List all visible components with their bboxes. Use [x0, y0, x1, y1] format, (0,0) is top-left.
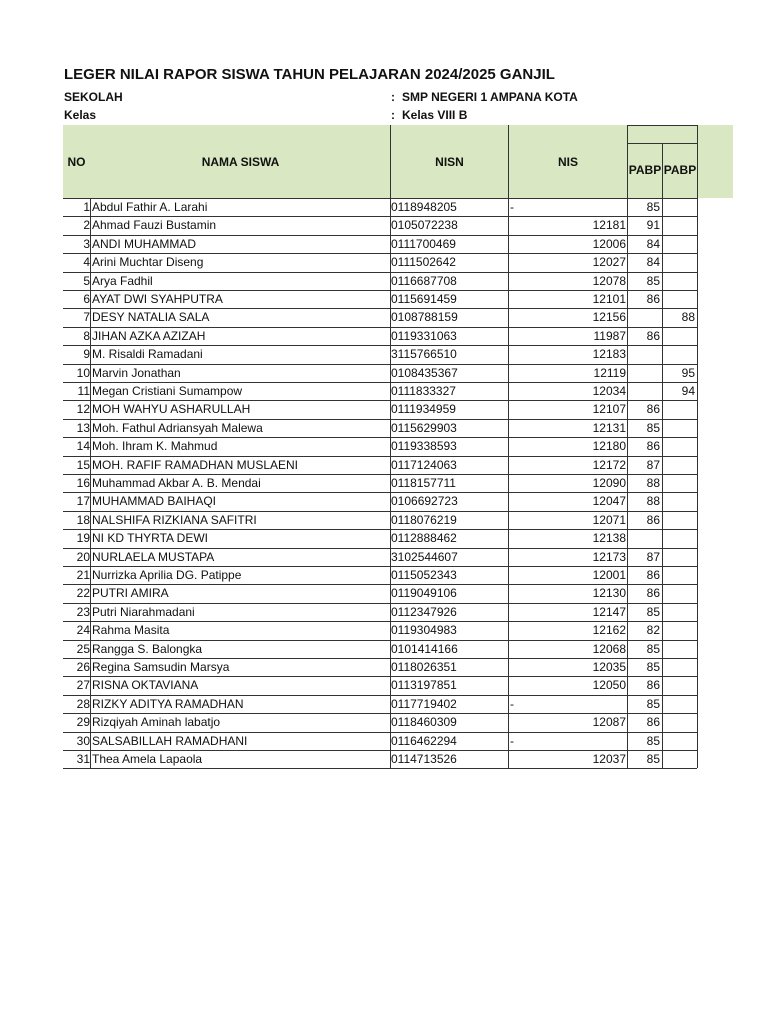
- grid-line: [63, 768, 697, 769]
- pabp-score-2: [663, 676, 695, 694]
- pabp-score-2: [663, 713, 695, 731]
- student-nisn: 0118026351: [391, 660, 457, 674]
- student-name: MOH WAHYU ASHARULLAH: [92, 402, 251, 417]
- table-row: [63, 290, 697, 308]
- student-nis: 12138: [592, 531, 626, 546]
- school-colon: :: [391, 90, 395, 104]
- pabp-score-2: [663, 327, 695, 345]
- student-nisn: 0106692723: [391, 494, 458, 509]
- pabp-score-1: 85: [646, 696, 660, 711]
- student-name: Megan Cristiani Sumampow: [92, 384, 243, 398]
- pabp-score-2: [663, 492, 695, 510]
- row-number: 12: [76, 402, 90, 417]
- row-number: 22: [76, 586, 90, 601]
- student-nis: 12050: [592, 678, 626, 693]
- student-name: Arini Muchtar Diseng: [92, 255, 204, 270]
- table-row: [63, 584, 697, 602]
- row-number: 5: [83, 273, 90, 288]
- student-nisn: 0119331063: [391, 328, 457, 343]
- table-row: [63, 327, 697, 345]
- student-nis: 12173: [592, 549, 626, 564]
- pabp-score-2: [663, 621, 695, 639]
- student-nis: 12119: [593, 365, 626, 380]
- table-row: [63, 382, 697, 400]
- pabp-score-2: [663, 566, 695, 584]
- row-number: 17: [76, 494, 90, 509]
- row-number: 20: [76, 549, 90, 564]
- student-nis: -: [510, 733, 514, 748]
- grid-line: [628, 125, 697, 126]
- student-name: NALSHIFA RIZKIANA SAFITRI: [92, 512, 257, 527]
- pabp-score-2: [663, 750, 695, 768]
- table-row: [63, 216, 697, 234]
- student-nis: 12047: [592, 494, 626, 509]
- table-row: [63, 474, 697, 492]
- student-nisn: 0112347926: [391, 604, 457, 619]
- row-number: 2: [83, 218, 90, 233]
- student-name: Thea Amela Lapaola: [92, 752, 203, 766]
- student-nis: 12172: [592, 457, 626, 472]
- row-number: 16: [76, 476, 90, 490]
- student-nisn: 0115052343: [391, 568, 457, 582]
- student-nisn: 0118076219: [391, 512, 457, 527]
- pabp-score-2: 94: [681, 384, 695, 398]
- student-name: MUHAMMAD BAIHAQI: [92, 494, 217, 509]
- pabp-score-1: 87: [646, 549, 660, 564]
- student-nisn: 0111934959: [391, 402, 456, 417]
- student-nis: 12068: [592, 641, 626, 656]
- pabp-score-1: 86: [646, 439, 660, 454]
- student-nisn: 0119338593: [391, 439, 457, 454]
- student-nis: 12181: [592, 218, 626, 233]
- student-name: M. Risaldi Ramadani: [92, 347, 203, 362]
- table-row: [63, 456, 697, 474]
- table-row: [63, 695, 697, 713]
- row-number: 18: [76, 512, 90, 527]
- row-number: 25: [76, 641, 90, 656]
- pabp-score-1: 91: [646, 218, 660, 233]
- school-name: SMP NEGERI 1 AMPANA KOTA: [402, 90, 578, 104]
- student-nisn: 0115629903: [391, 420, 457, 435]
- student-nisn: 0119049106: [391, 586, 457, 601]
- table-row: [63, 713, 697, 731]
- table-row: [63, 676, 697, 694]
- student-nis: 12071: [592, 512, 626, 527]
- pabp-score-1: 86: [646, 568, 660, 582]
- row-number: 1: [83, 200, 90, 214]
- row-number: 7: [83, 310, 90, 325]
- student-name: AYAT DWI SYAHPUTRA: [92, 292, 223, 306]
- student-name: SALSABILLAH RAMADHANI: [92, 733, 248, 748]
- table-row: [63, 272, 697, 290]
- student-nis: 12156: [592, 310, 626, 325]
- student-nis: 12001: [592, 568, 626, 582]
- student-name: Putri Niarahmadani: [92, 604, 195, 619]
- row-number: 4: [83, 255, 90, 270]
- pabp-score-2: [663, 253, 695, 271]
- student-name: RISNA OKTAVIANA: [92, 678, 199, 693]
- row-number: 8: [83, 328, 90, 343]
- student-nis: 12034: [592, 384, 626, 398]
- pabp-score-1: 85: [646, 604, 660, 619]
- student-name: ANDI MUHAMMAD: [92, 236, 196, 251]
- student-nis: 12183: [592, 347, 626, 362]
- student-nisn: 0118460309: [391, 715, 457, 730]
- pabp-score-2: [663, 235, 695, 253]
- pabp-score-1: 85: [646, 660, 660, 674]
- student-name: Rahma Masita: [92, 623, 170, 638]
- table-row: [63, 400, 697, 418]
- student-nis: 12180: [592, 439, 626, 454]
- row-number: 10: [76, 365, 90, 380]
- pabp-score-1: 86: [646, 512, 660, 527]
- pabp-score-1: [628, 364, 660, 382]
- row-number: 9: [83, 347, 90, 362]
- table-row: [63, 732, 697, 750]
- table-row: [63, 548, 697, 566]
- pabp-score-2: [663, 345, 695, 363]
- row-number: 3: [83, 236, 90, 251]
- student-name: PUTRI AMIRA: [92, 586, 169, 601]
- row-number: 13: [76, 420, 90, 435]
- pabp-score-1: 87: [646, 457, 660, 472]
- table-row: [63, 198, 697, 216]
- student-name: NI KD THYRTA DEWI: [92, 531, 209, 546]
- student-nisn: 0112888462: [391, 531, 457, 546]
- student-name: Ahmad Fauzi Bustamin: [92, 218, 217, 233]
- student-name: Abdul Fathir A. Larahi: [92, 200, 208, 214]
- student-name: DESY NATALIA SALA: [92, 310, 210, 325]
- table-row: [63, 364, 697, 382]
- student-nisn: 0108788159: [391, 310, 458, 325]
- pabp-score-1: 85: [646, 752, 660, 766]
- student-name: RIZKY ADITYA RAMADHAN: [92, 696, 244, 711]
- row-number: 24: [76, 623, 90, 638]
- student-nisn: 0115691459: [391, 292, 457, 306]
- student-nis: 12087: [592, 715, 626, 730]
- student-nisn: 0118157711: [391, 476, 456, 490]
- table-row: [63, 566, 697, 584]
- student-name: Moh. Fathul Adriansyah Malewa: [92, 420, 263, 435]
- pabp-score-1: 88: [646, 494, 660, 509]
- grid-line: [697, 125, 698, 768]
- pabp-score-1: 84: [646, 255, 660, 270]
- pabp-score-2: [663, 584, 695, 602]
- pabp-score-2: [663, 198, 695, 216]
- row-number: 19: [76, 531, 90, 546]
- pabp-score-2: [663, 456, 695, 474]
- row-number: 27: [76, 678, 90, 693]
- student-name: Arya Fadhil: [92, 273, 153, 288]
- row-number: 30: [76, 733, 90, 748]
- pabp-score-2: 95: [681, 365, 695, 380]
- pabp-score-2: [663, 511, 695, 529]
- pabp-score-1: 85: [646, 641, 660, 656]
- header-name: NAMA SISWA: [201, 154, 280, 169]
- table-row: [63, 603, 697, 621]
- pabp-score-1: 86: [646, 586, 660, 601]
- row-number: 21: [76, 568, 90, 582]
- pabp-score-2: [663, 419, 695, 437]
- student-nisn: 3102544607: [391, 549, 458, 564]
- student-nis: 12027: [592, 255, 626, 270]
- row-number: 11: [77, 384, 90, 398]
- student-nisn: 0114713526: [391, 752, 457, 766]
- row-number: 23: [76, 604, 90, 619]
- student-nisn: 0101414166: [391, 641, 458, 656]
- pabp-score-1: 85: [646, 200, 660, 214]
- student-nis: 12006: [592, 236, 626, 251]
- pabp-score-1: [628, 529, 660, 547]
- student-nisn: 0118948205: [391, 200, 457, 214]
- student-name: Marvin Jonathan: [92, 365, 181, 380]
- student-nis: 12130: [592, 586, 626, 601]
- student-nis: 12037: [592, 752, 626, 766]
- student-nis: -: [510, 200, 514, 214]
- student-nisn: 0105072238: [391, 218, 458, 233]
- pabp-score-1: 88: [646, 476, 660, 490]
- student-nisn: 0108435367: [391, 365, 458, 380]
- pabp-score-1: 85: [646, 273, 660, 288]
- school-label: SEKOLAH: [64, 90, 123, 104]
- row-number: 31: [76, 752, 90, 766]
- pabp-score-2: [663, 640, 695, 658]
- student-nisn: 0113197851: [391, 678, 457, 693]
- student-name: Rangga S. Balongka: [92, 641, 203, 656]
- student-name: NURLAELA MUSTAPA: [92, 549, 215, 564]
- class-label: Kelas: [64, 108, 97, 122]
- row-number: 26: [76, 660, 90, 674]
- pabp-score-1: 84: [646, 236, 660, 251]
- pabp-score-1: [628, 308, 660, 326]
- table-row: [63, 511, 697, 529]
- table-row: [63, 529, 697, 547]
- row-number: 28: [76, 696, 90, 711]
- header-nisn: NISN: [435, 154, 464, 169]
- table-row: [63, 235, 697, 253]
- header-pabp-2: PABP: [663, 162, 697, 177]
- student-name: Moh. Ihram K. Mahmud: [92, 439, 218, 454]
- table-row: [63, 419, 697, 437]
- student-nis: -: [510, 696, 514, 711]
- pabp-score-1: [628, 382, 660, 400]
- student-nis: 11987: [593, 328, 626, 343]
- row-number: 14: [76, 439, 90, 454]
- pabp-score-1: 85: [646, 420, 660, 435]
- pabp-score-1: 86: [646, 292, 660, 306]
- pabp-score-1: 82: [646, 623, 660, 638]
- student-nisn: 0119304983: [391, 623, 457, 638]
- pabp-score-2: [663, 548, 695, 566]
- pabp-score-2: [663, 603, 695, 621]
- table-row: [63, 345, 697, 363]
- student-name: JIHAN AZKA AZIZAH: [92, 328, 206, 343]
- pabp-score-1: 86: [646, 402, 660, 417]
- document-title: LEGER NILAI RAPOR SISWA TAHUN PELAJARAN 2024/2025 GANJIL: [64, 66, 555, 83]
- pabp-score-2: [663, 529, 695, 547]
- table-row: [63, 621, 697, 639]
- pabp-score-2: [663, 272, 695, 290]
- student-nisn: 0111502642: [391, 255, 456, 270]
- student-nisn: 0117719402: [391, 696, 457, 711]
- student-nis: 12035: [592, 660, 626, 674]
- student-name: Regina Samsudin Marsya: [92, 660, 230, 674]
- student-nisn: 0111833327: [391, 384, 456, 398]
- table-row: [63, 308, 697, 326]
- pabp-score-1: 86: [646, 715, 660, 730]
- pabp-score-2: [663, 732, 695, 750]
- student-name: Muhammad Akbar A. B. Mendai: [92, 476, 261, 490]
- student-nisn: 3115766510: [391, 347, 457, 362]
- class-colon: :: [391, 108, 395, 122]
- pabp-score-1: 86: [646, 678, 660, 693]
- pabp-score-2: [663, 400, 695, 418]
- pabp-score-2: [663, 658, 695, 676]
- student-name: Rizqiyah Aminah labatjo: [92, 715, 221, 730]
- table-row: [63, 658, 697, 676]
- table-row: [63, 640, 697, 658]
- student-nisn: 0116462294: [391, 733, 457, 748]
- student-nis: 12162: [592, 623, 626, 638]
- pabp-score-1: 86: [646, 328, 660, 343]
- table-row: [63, 437, 697, 455]
- pabp-score-2: [663, 695, 695, 713]
- table-row: [63, 253, 697, 271]
- student-nis: 12090: [592, 476, 626, 490]
- header-pabp-1: PABP: [628, 162, 662, 177]
- pabp-score-2: [663, 437, 695, 455]
- student-nis: 12101: [592, 292, 626, 306]
- row-number: 6: [83, 292, 90, 306]
- table-row: [63, 750, 697, 768]
- student-nisn: 0117124063: [391, 457, 457, 472]
- row-number: 29: [76, 715, 90, 730]
- pabp-score-1: [628, 345, 660, 363]
- header-nis: NIS: [557, 154, 578, 169]
- student-nisn: 0116687708: [391, 273, 457, 288]
- student-nisn: 0111700469: [391, 236, 456, 251]
- pabp-score-2: [663, 290, 695, 308]
- class-name: Kelas VIII B: [402, 108, 468, 122]
- student-nis: 12107: [592, 402, 626, 417]
- pabp-score-2: [663, 474, 695, 492]
- pabp-score-2: 88: [681, 310, 695, 325]
- student-nis: 12078: [592, 273, 626, 288]
- row-number: 15: [76, 457, 90, 472]
- student-name: MOH. RAFIF RAMADHAN MUSLAENI: [92, 457, 299, 472]
- student-name: Nurrizka Aprilia DG. Patippe: [92, 568, 242, 582]
- table-row: [63, 492, 697, 510]
- header-no: NO: [67, 154, 86, 169]
- student-nis: 12147: [592, 604, 626, 619]
- pabp-score-2: [663, 216, 695, 234]
- student-nis: 12131: [592, 420, 626, 435]
- pabp-score-1: 85: [646, 733, 660, 748]
